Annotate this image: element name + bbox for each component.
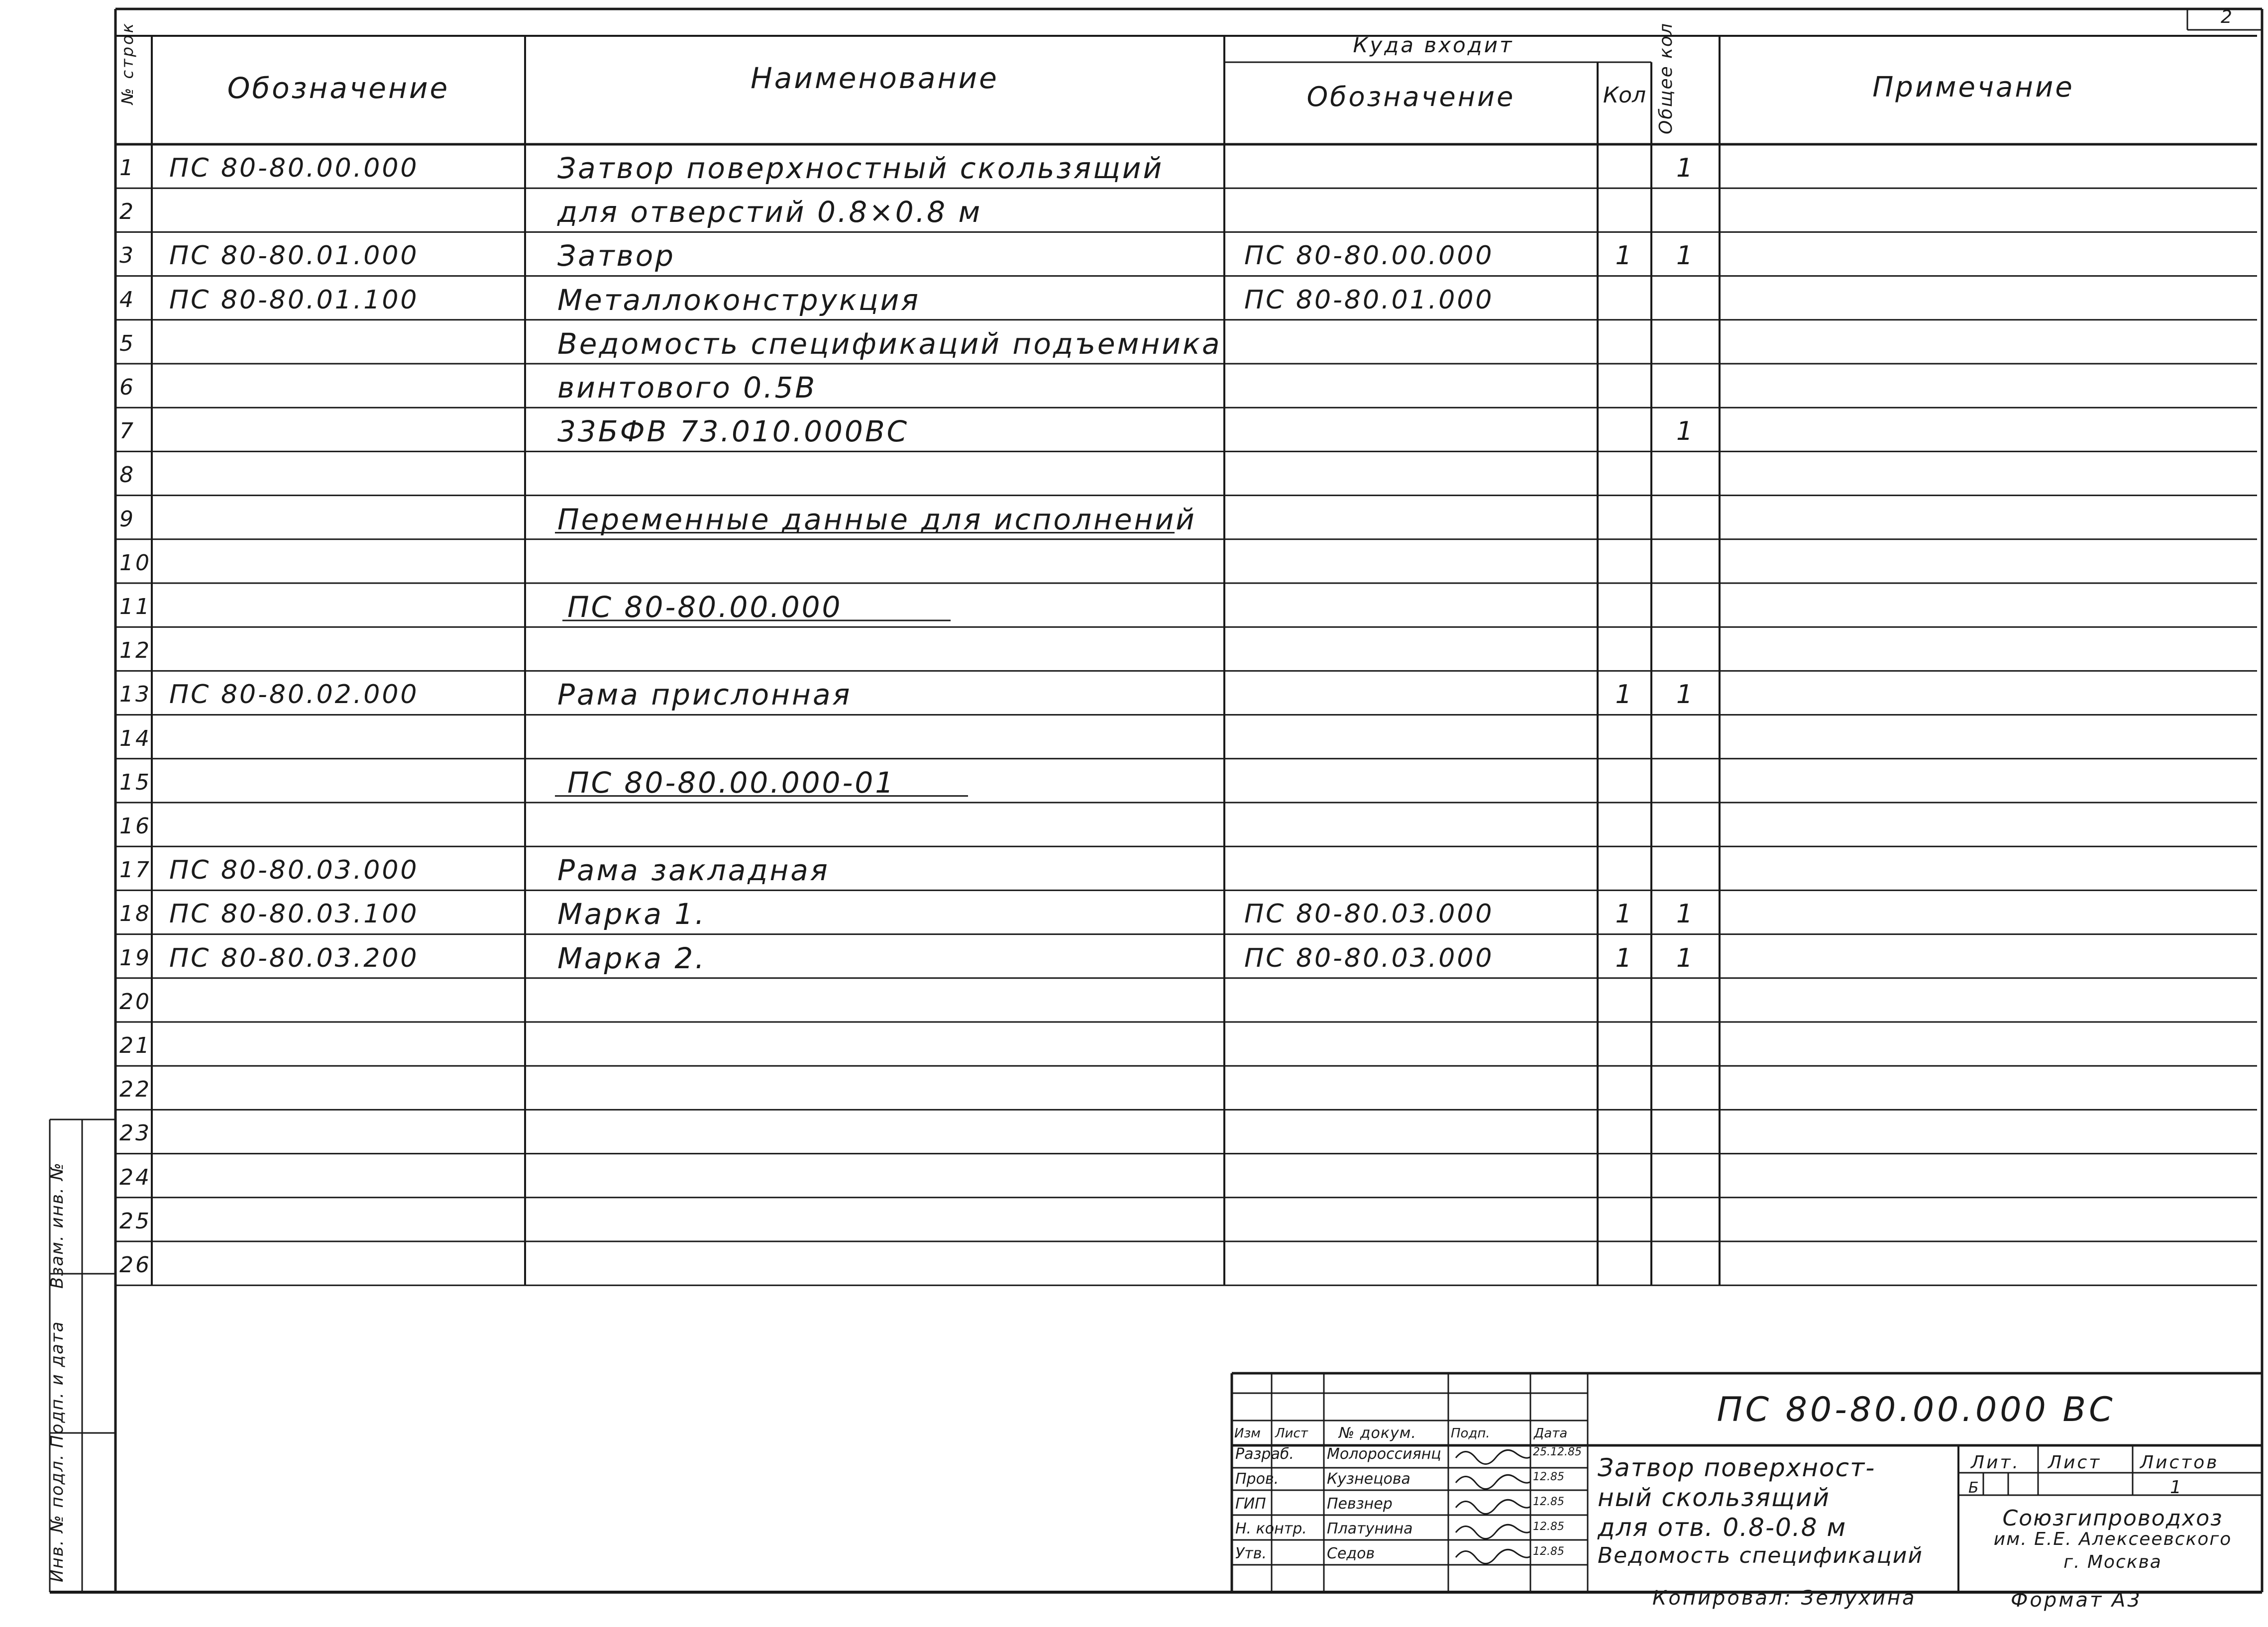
- tb-lit-value: Б: [1968, 1479, 1981, 1497]
- title-doc-code: ПС 80-80.00.000 ВС: [1717, 1390, 2116, 1429]
- tb-role: Разраб.: [1235, 1445, 1294, 1463]
- table-row: [0, 1198, 2268, 1241]
- row-number: 22: [119, 1077, 151, 1103]
- signature-mark: [1456, 1525, 1530, 1538]
- row-total-qty: 1: [1676, 899, 1695, 929]
- sheet-format: Формат А3: [2011, 1589, 2142, 1612]
- row-designation: ПС 80-80.00.000: [169, 153, 419, 184]
- row-name: ПС 80-80.00.000-01: [567, 765, 896, 800]
- table-row: [0, 496, 2268, 539]
- table-row: [0, 846, 2268, 890]
- tb-title-line: Ведомость спецификаций: [1598, 1543, 1923, 1568]
- table-row: [0, 407, 2268, 451]
- tb-org-line: им. Е.Е. Алексеевского: [1993, 1529, 2232, 1549]
- row-qty: 1: [1615, 899, 1634, 929]
- table-row: [0, 715, 2268, 759]
- tb-date: 12.85: [1533, 1471, 1564, 1483]
- table-row: [0, 1022, 2268, 1066]
- tb-date: 12.85: [1533, 1545, 1564, 1558]
- row-where-designation: ПС 80-80.03.000: [1244, 943, 1494, 973]
- row-name: Марка 2.: [557, 941, 706, 975]
- tb-title-line: Затвор поверхност-: [1598, 1453, 1876, 1482]
- sheet-number: 2: [2221, 7, 2234, 27]
- tb-name: Платунина: [1327, 1520, 1413, 1537]
- tb-role: Утв.: [1235, 1545, 1267, 1562]
- tb-col-sign: Подп.: [1451, 1426, 1490, 1441]
- signature-mark: [1456, 1500, 1530, 1514]
- tb-sheets-value: 1: [2170, 1477, 2183, 1498]
- row-number: 24: [119, 1164, 151, 1190]
- table-row: [0, 232, 2268, 276]
- table-row: [0, 978, 2268, 1022]
- row-where-designation: ПС 80-80.03.000: [1244, 899, 1494, 929]
- header-qty: Кол: [1603, 83, 1646, 108]
- table-row: [0, 276, 2268, 320]
- row-name: 33БФВ 73.010.000ВС: [557, 414, 909, 449]
- header-where-designation: Обозначение: [1306, 81, 1515, 112]
- row-name: Марка 1.: [557, 897, 706, 931]
- tb-col-change: Изм: [1234, 1426, 1261, 1441]
- row-number: 7: [119, 418, 135, 444]
- table-row: [0, 451, 2268, 495]
- row-number: 9: [119, 506, 135, 532]
- row-number: 1: [119, 155, 135, 181]
- row-number: 11: [119, 594, 151, 620]
- row-number: 15: [119, 769, 151, 795]
- header-note: Примечание: [1872, 71, 2074, 103]
- row-designation: ПС 80-80.03.200: [169, 943, 419, 973]
- header-total-qty: Общее кол: [1656, 22, 1676, 134]
- header-pos-label: № строк: [118, 21, 137, 104]
- table-row: [0, 759, 2268, 803]
- tb-org-line: Союзгипроводхоз: [2002, 1506, 2223, 1531]
- tb-col-sheet: Лист: [1275, 1426, 1308, 1441]
- table-row: [0, 539, 2268, 583]
- tb-sheets-label: Листов: [2140, 1452, 2219, 1473]
- table-row: [0, 583, 2268, 627]
- table-row: [0, 803, 2268, 846]
- tb-name: Певзнер: [1327, 1495, 1393, 1513]
- table-row: [0, 627, 2268, 671]
- row-name: Ведомость спецификаций подъемника: [557, 326, 1222, 361]
- tb-lit-label: Лит.: [1971, 1452, 2020, 1473]
- row-number: 5: [119, 330, 135, 356]
- tb-date: 12.85: [1533, 1496, 1564, 1508]
- row-number: 12: [119, 638, 151, 664]
- row-number: 14: [119, 725, 151, 751]
- tb-title-line: для отв. 0.8-0.8 м: [1598, 1513, 1847, 1542]
- row-designation: ПС 80-80.01.100: [169, 285, 419, 315]
- row-name: винтового 0.5В: [557, 371, 817, 405]
- row-name: Переменные данные для исполнений: [557, 502, 1196, 536]
- table-row: [0, 671, 2268, 714]
- row-where-designation: ПС 80-80.00.000: [1244, 241, 1494, 271]
- row-number: 3: [119, 243, 135, 269]
- row-number: 17: [119, 857, 151, 883]
- stamp-inv-original: Инв. № подл.: [47, 1453, 67, 1582]
- row-number: 21: [119, 1033, 151, 1059]
- row-number: 10: [119, 550, 151, 576]
- row-number: 13: [119, 682, 151, 708]
- tb-title-line: ный скользящий: [1598, 1483, 1831, 1512]
- tb-col-date: Дата: [1534, 1426, 1568, 1441]
- row-number: 25: [119, 1208, 151, 1234]
- signature-mark: [1456, 1475, 1530, 1489]
- tb-name: Молороссиянц: [1327, 1445, 1441, 1463]
- stamp-replaced-inv: Взам. инв. №: [47, 1162, 67, 1289]
- row-qty: 1: [1615, 680, 1634, 710]
- row-number: 23: [119, 1120, 151, 1146]
- row-total-qty: 1: [1676, 416, 1695, 447]
- header-where-used: Куда входит: [1353, 33, 1514, 57]
- stamp-sign-date: Подп. и дата: [47, 1321, 67, 1448]
- row-where-designation: ПС 80-80.01.000: [1244, 285, 1494, 315]
- tb-sheet-label: Лист: [2048, 1452, 2102, 1473]
- table-row: [0, 188, 2268, 232]
- table-row: [0, 890, 2268, 934]
- row-designation: ПС 80-80.02.000: [169, 680, 419, 710]
- header-name: Наименование: [751, 61, 999, 95]
- tb-date: 12.85: [1533, 1521, 1564, 1533]
- table-row: [0, 1154, 2268, 1198]
- row-total-qty: 1: [1676, 153, 1695, 184]
- row-designation: ПС 80-80.03.000: [169, 855, 419, 886]
- row-number: 2: [119, 199, 135, 225]
- row-number: 8: [119, 462, 135, 488]
- table-row: [0, 934, 2268, 978]
- tb-role: ГИП: [1235, 1495, 1266, 1513]
- copied-by: Копировал: Зелухина: [1652, 1587, 1917, 1610]
- tb-org-line: г. Москва: [2063, 1552, 2162, 1572]
- row-number: 6: [119, 375, 135, 401]
- tb-col-doc-no: № докум.: [1339, 1424, 1416, 1442]
- row-name: Рама закладная: [557, 853, 830, 888]
- row-designation: ПС 80-80.01.000: [169, 241, 419, 271]
- tb-date: 25.12.85: [1533, 1446, 1582, 1458]
- row-name: Металлоконструкция: [557, 283, 921, 317]
- table-row: [0, 1110, 2268, 1153]
- row-designation: ПС 80-80.03.100: [169, 899, 419, 929]
- row-qty: 1: [1615, 943, 1634, 973]
- row-name: Затвор поверхностный скользящий: [557, 151, 1164, 186]
- table-row: [0, 320, 2268, 364]
- row-number: 16: [119, 814, 151, 839]
- tb-name: Кузнецова: [1327, 1470, 1410, 1488]
- row-number: 19: [119, 945, 151, 971]
- row-total-qty: 1: [1676, 241, 1695, 271]
- header-designation: Обозначение: [227, 71, 450, 105]
- tb-role: Пров.: [1235, 1470, 1279, 1488]
- row-number: 18: [119, 901, 151, 927]
- row-name: для отверстий 0.8×0.8 м: [557, 195, 982, 229]
- table-row: [0, 1241, 2268, 1285]
- row-total-qty: 1: [1676, 943, 1695, 973]
- tb-role: Н. контр.: [1235, 1520, 1307, 1537]
- table-row: [0, 1066, 2268, 1110]
- table-row: [0, 364, 2268, 407]
- row-name: Затвор: [557, 239, 675, 273]
- row-name: Рама прислонная: [557, 678, 852, 712]
- row-name: ПС 80-80.00.000: [567, 590, 843, 624]
- signature-mark: [1456, 1549, 1530, 1563]
- row-number: 4: [119, 287, 135, 312]
- row-number: 20: [119, 989, 151, 1015]
- table-row: [0, 144, 2268, 188]
- tb-name: Седов: [1327, 1545, 1375, 1562]
- row-number: 26: [119, 1252, 151, 1278]
- row-qty: 1: [1615, 241, 1634, 271]
- signature-mark: [1456, 1450, 1530, 1464]
- row-total-qty: 1: [1676, 680, 1695, 710]
